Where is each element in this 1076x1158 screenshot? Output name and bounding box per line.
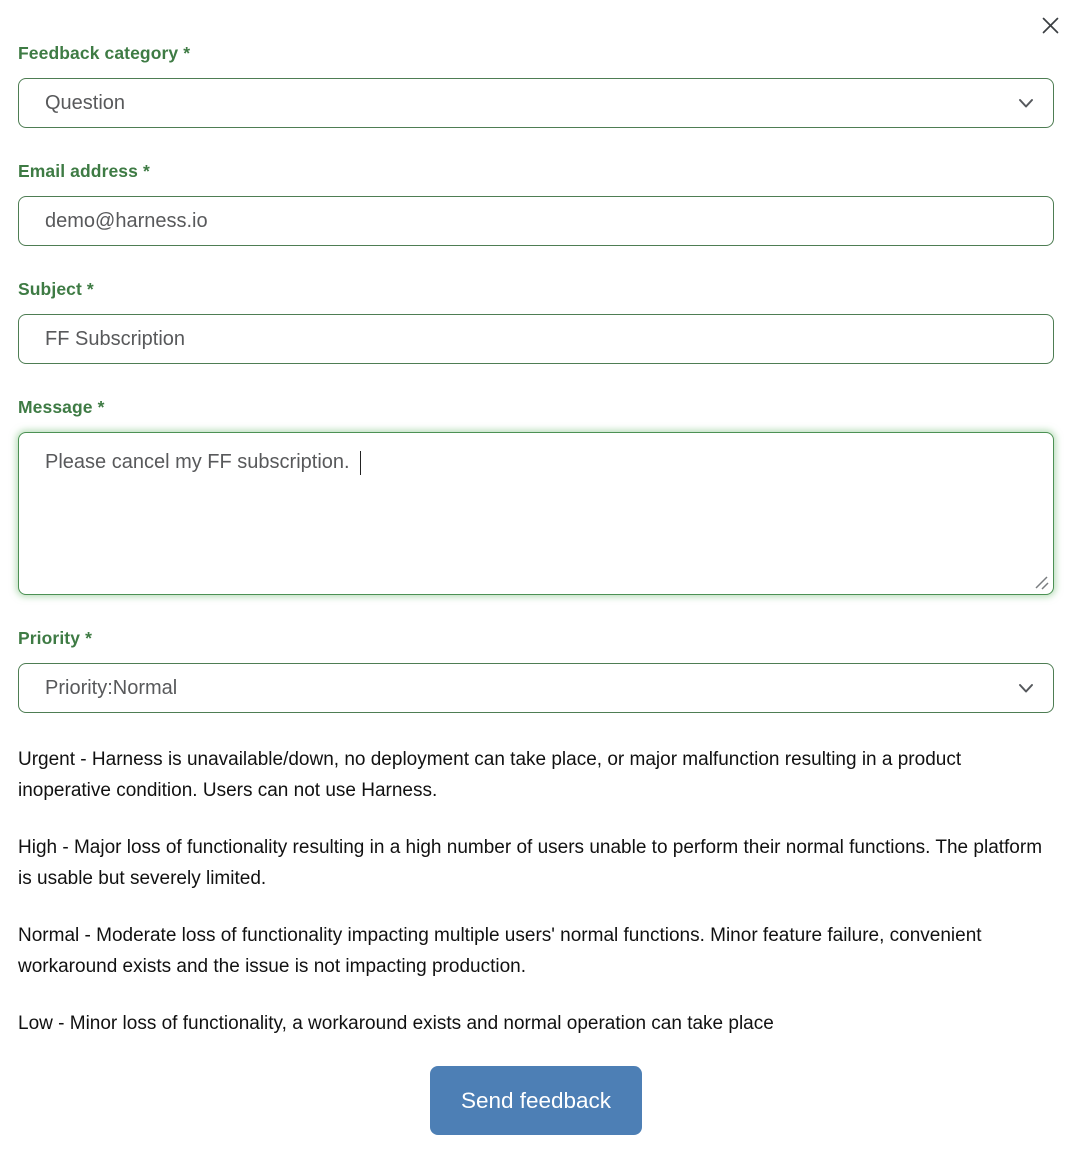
field-subject <box>18 280 1054 364</box>
email-label <box>18 162 1054 180</box>
label-text: Subject <box>18 279 82 299</box>
message-textarea[interactable] <box>18 432 1054 595</box>
subject-label <box>18 280 1054 298</box>
feedback-category-label <box>18 44 1054 62</box>
feedback-category-select[interactable] <box>18 78 1054 128</box>
close-button[interactable] <box>1037 12 1063 38</box>
label-text: Message <box>18 397 93 417</box>
subject-input[interactable] <box>18 314 1054 364</box>
resize-grip-icon[interactable] <box>1034 575 1049 590</box>
field-feedback-category <box>18 44 1054 128</box>
field-message <box>18 398 1054 595</box>
required-marker: * <box>85 628 92 648</box>
required-marker: * <box>183 43 191 63</box>
priority-select[interactable] <box>18 663 1054 713</box>
close-icon <box>1041 16 1060 35</box>
email-input[interactable] <box>18 196 1054 246</box>
field-priority <box>18 629 1054 713</box>
priority-value: Priority:Normal <box>45 676 178 699</box>
label-text: Priority <box>18 628 81 648</box>
feedback-category-value: Question <box>45 91 126 114</box>
priority-help-normal: Normal - Moderate loss of functionality impacting multiple users' normal functions. Minor feature failure, convenient workaround exists and the issue is not impacting production. <box>18 925 982 977</box>
priority-help-urgent: Urgent - Harness is unavailable/down, no deployment can take place, or major malfunction resulting in a product inoperative condition. Users can not use Harness. <box>18 749 962 801</box>
priority-label <box>18 629 1054 647</box>
priority-help-high: High - Major loss of functionality resulting in a high number of users unable to perform their normal functions. The platform is usable but severely limited. <box>18 837 1043 889</box>
required-marker: * <box>86 279 94 299</box>
label-text: Email address <box>18 161 138 181</box>
message-text: Please cancel my FF subscription. <box>45 451 350 473</box>
chevron-down-icon <box>1015 677 1037 699</box>
required-marker: * <box>142 161 150 181</box>
send-feedback-button[interactable]: Send feedback <box>430 1066 642 1135</box>
submit-row <box>18 1066 1054 1135</box>
text-cursor <box>360 451 362 475</box>
label-text: Feedback category <box>18 43 179 63</box>
required-marker: * <box>97 397 105 417</box>
message-label <box>18 398 1054 416</box>
priority-help-low: Low - Minor loss of functionality, a workaround exists and normal operation can take place <box>18 1013 774 1034</box>
chevron-down-icon <box>1015 92 1037 114</box>
field-email <box>18 162 1054 246</box>
